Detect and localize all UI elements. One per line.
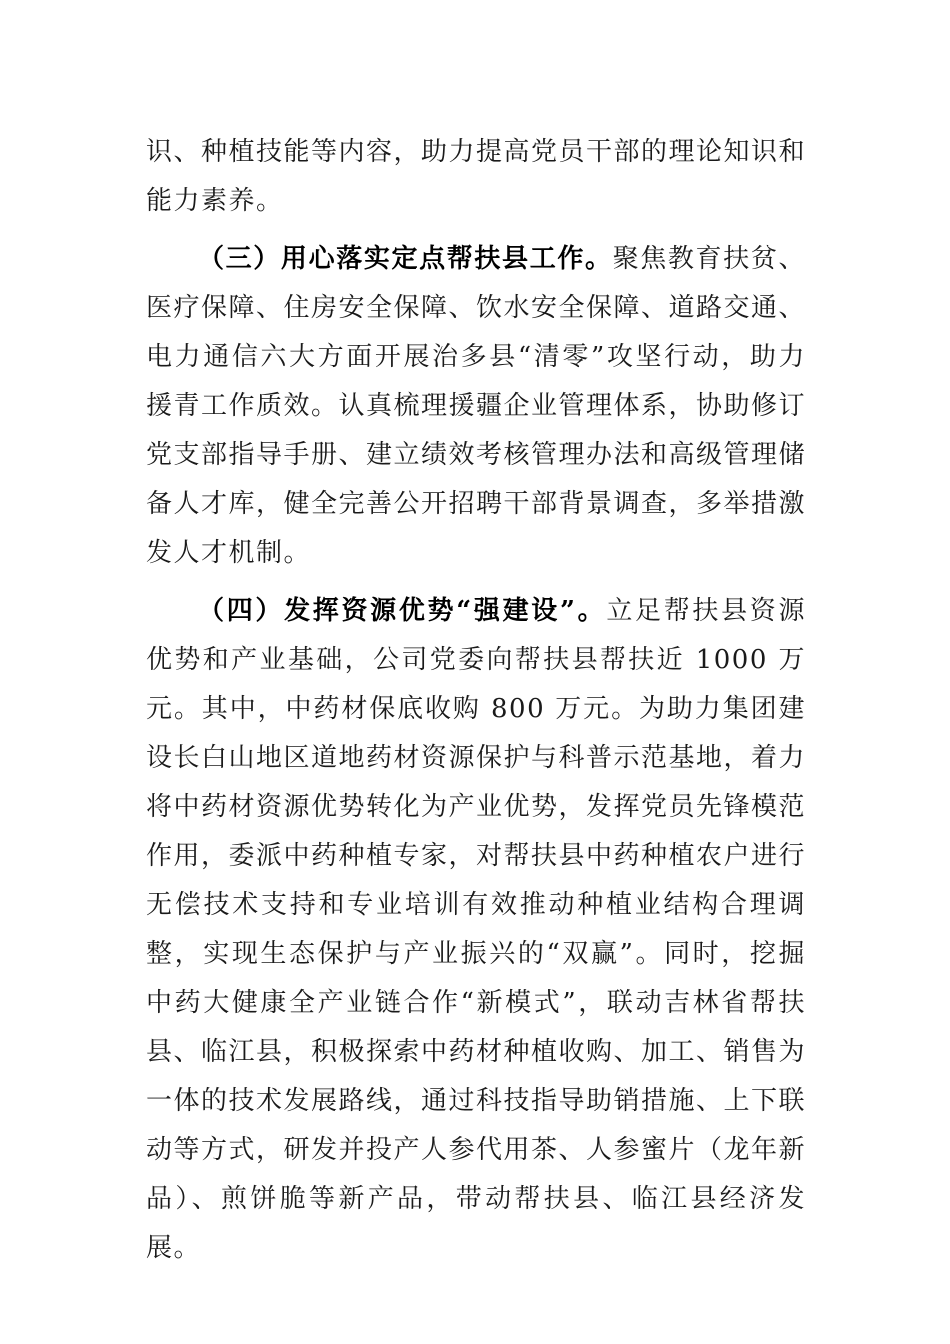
paragraph-text: 识、种植技能等内容，助力提高党员干部的理论知识和能力素养。 <box>146 137 807 216</box>
section-heading-3: （三）用心落实定点帮扶县工作。 <box>198 244 613 274</box>
paragraph-section-3 <box>146 235 806 578</box>
document-body <box>146 128 806 1273</box>
paragraph-text: 立足帮扶县资源优势和产业基础，公司党委向帮扶县帮扶近 1000 万元。其中，中药材保底收购 800 万元。为助力集团建设长白山地区道地药材资源保护与科普示范基地，着力将中药材资源优势转化为产业优势，发挥党员先锋模范作用，委派中药种植专家，对帮扶县中药种植农户进行无偿技术支持和专业培训有效推动种植业结构合理调整，实现生态保护与产业振兴的“双赢”。同时，挖掘中药大健康全产业链合作“新模式”，联动吉林省帮扶县、临江县，积极探索中药材种植收购、加工、销售为一体的技术发展路线，通过科技指导助销措施、上下联动等方式，研发并投产人参代用茶、人参蜜片（龙年新品）、煎饼脆等新产品，带动帮扶县、临江县经济发展。 <box>146 596 807 1263</box>
paragraph-section-4 <box>146 587 806 1273</box>
section-heading-4: （四）发挥资源优势“强建设”。 <box>198 596 607 626</box>
paragraph-text: 聚焦教育扶贫、医疗保障、住房安全保障、饮水安全保障、道路交通、电力通信六大方面开展治多县“清零”攻坚行动，助力援青工作质效。认真梳理援疆企业管理体系，协助修订党支部指导手册、建立绩效考核管理办法和高级管理储备人才库，健全完善公开招聘干部背景调查，多举措激发人才机制。 <box>146 244 807 568</box>
paragraph-continuation <box>146 128 806 226</box>
